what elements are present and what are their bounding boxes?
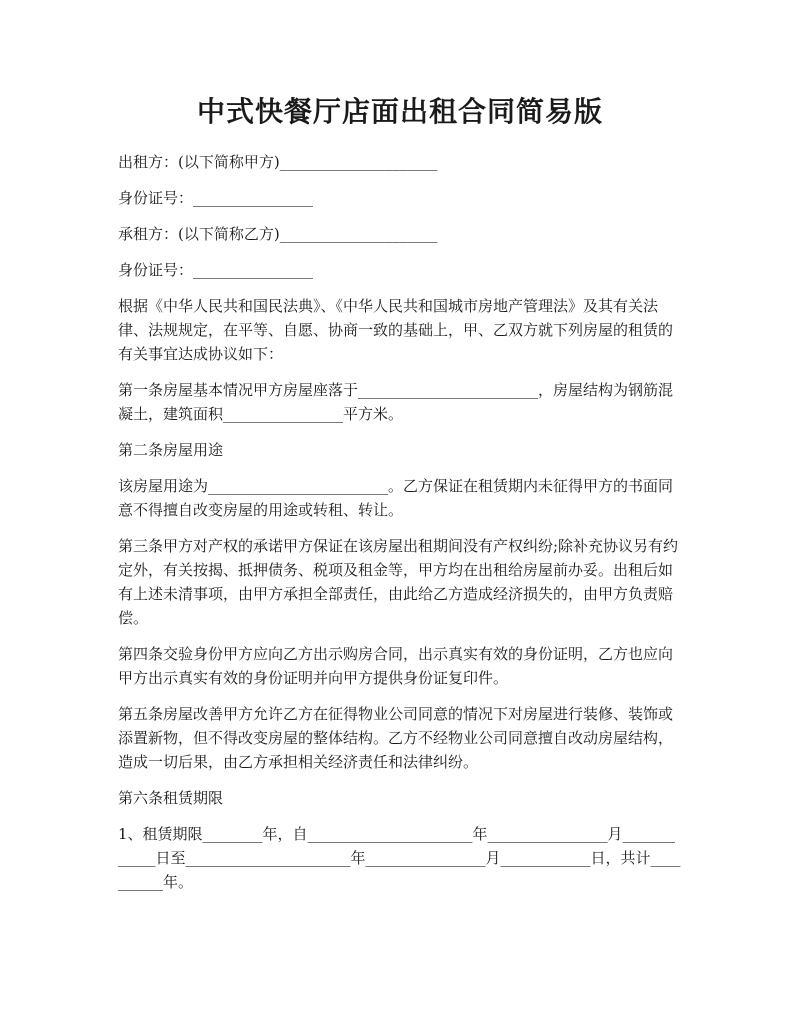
lessor-line: 出租方：(以下简称甲方)_____________________: [118, 153, 438, 171]
article-2-heading: 第二条房屋用途: [118, 441, 224, 459]
lessee-line: 承租方：(以下简称乙方)_____________________: [118, 225, 438, 243]
article-2-paragraph: 该房屋用途为________________________。乙方保证在租赁期内未征得甲方的书面同意不得擅自改变房屋的用途或转租、转让。: [118, 477, 674, 519]
article-4-paragraph: 第四条交验身份甲方应向乙方出示购房合同，出示真实有效的身份证明，乙方也应向甲方出示真实有效的身份证明并向甲方提供身份证复印件。: [118, 645, 674, 687]
lease-term-clause: 1、租赁期限________年，自______________________年________________月____________日至______________________年________________月____________日，共计__________年。: [118, 825, 681, 891]
lessor-id-line: 身份证号：________________: [118, 189, 314, 207]
article-3-paragraph: 第三条甲方对产权的承诺甲方保证在该房屋出租期间没有产权纠纷;除补充协议另有约定外，有关按揭、抵押债务、税项及租金等，甲方均在出租给房屋前办妥。出租后如有上述未清事项，由甲方承担全部责任，由此给乙方造成经济损失的，由甲方负责赔偿。: [118, 537, 679, 627]
preamble-paragraph: 根据《中华人民共和国民法典》、《中华人民共和国城市房地产管理法》及其有关法律、法规规定，在平等、自愿、协商一致的基础上，甲、乙双方就下列房屋的租赁的有关事宜达成协议如下：: [118, 297, 674, 363]
document-title: 中式快餐厅店面出租合同简易版: [196, 95, 603, 128]
lessee-id-line: 身份证号：________________: [118, 261, 314, 279]
article-6-heading: 第六条租赁期限: [118, 789, 224, 807]
article-1-paragraph: 第一条房屋基本情况甲方房屋座落于________________________，房屋结构为钢筋混凝土，建筑面积________________平方米。: [118, 381, 674, 423]
article-5-paragraph: 第五条房屋改善甲方允许乙方在征得物业公司同意的情况下对房屋进行装修、装饰或添置新物，但不得改变房屋的整体结构。乙方不经物业公司同意擅自改动房屋结构，造成一切后果，由乙方承担相关经济责任和法律纠纷。: [118, 705, 674, 771]
